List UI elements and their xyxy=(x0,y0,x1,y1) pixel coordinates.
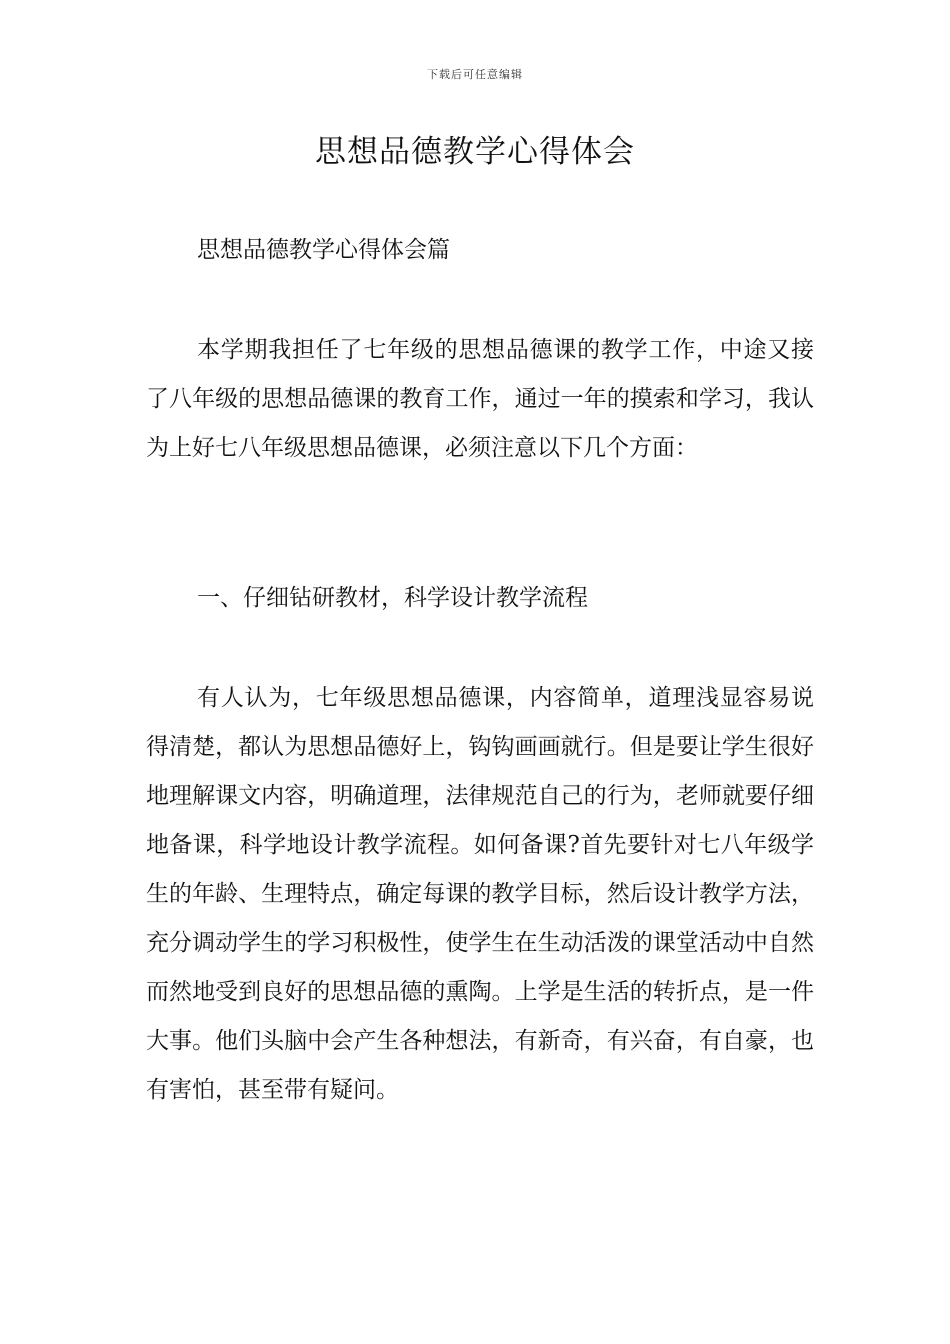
header-note: 下载后可任意编辑 xyxy=(427,68,523,81)
document-title: 思想品德教学心得体会 xyxy=(315,134,635,170)
section-subtitle: 思想品德教学心得体会篇 xyxy=(197,237,450,263)
intro-paragraph: 本学期我担任了七年级的思想品德课的教学工作，中途又接了八年级的思想品德课的教育工作，通过一年的摸索和学习，我认为上好七八年级思想品德课，必须注意以下几个方面： xyxy=(146,337,814,461)
section-heading-1: 一、仔细钻研教材，科学设计教学流程 xyxy=(197,585,588,611)
body-paragraph-1: 有人认为，七年级思想品德课，内容简单，道理浅显容易说得清楚，都认为思想品德好上，钩钩画画就行。但是要让学生很好地理解课文内容，明确道理，法律规范自己的行为，老师就要仔细地备课，科学地设计教学流程。如何备课?首先要针对七八年级学生的年龄、生理特点，确定每课的教学目标，然后设计教学方法，充分调动学生的学习积极性，使学生在生动活泼的课堂活动中自然而然地受到良好的思想品德的熏陶。上学是生活的转折点，是一件大事。他们头脑中会产生各种想法，有新奇，有兴奋，有自豪，也有害怕，甚至带有疑问。 xyxy=(146,685,814,1103)
